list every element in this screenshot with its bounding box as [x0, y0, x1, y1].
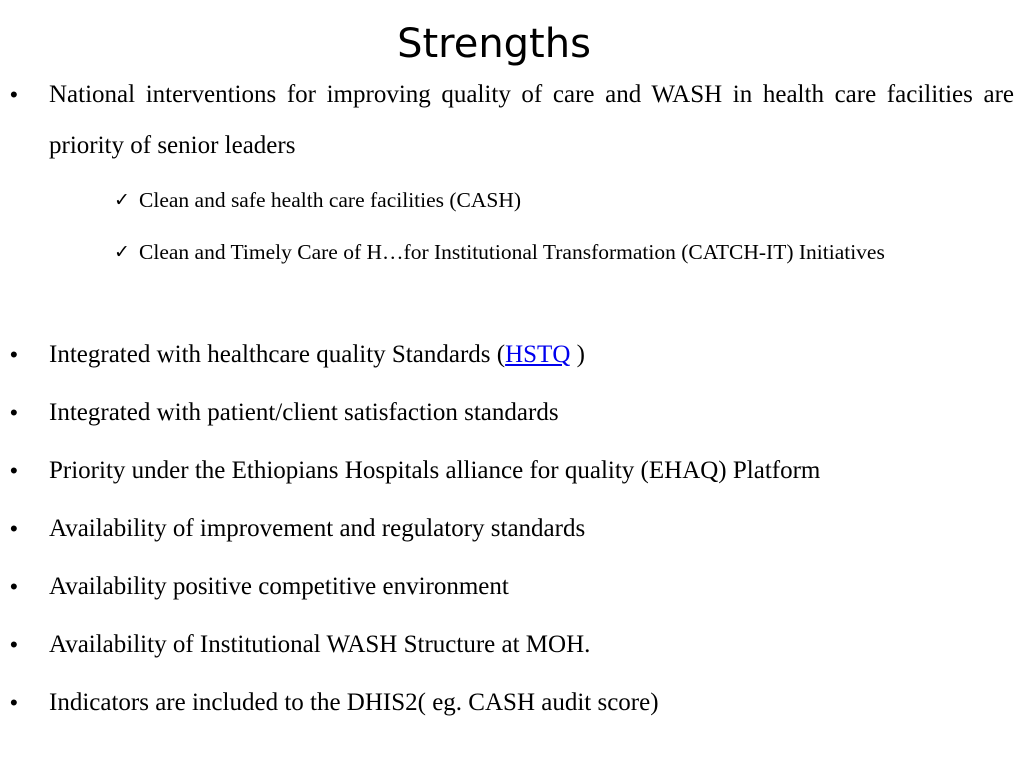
bullet-text: Integrated with patient/client satisfaction standards [49, 399, 559, 426]
bullet-text-before: Integrated with healthcare quality Standards ( [49, 341, 506, 368]
bullet-text [49, 329, 1014, 380]
checkmark-icon: ✓ [114, 189, 130, 211]
bullet-icon: • [10, 458, 18, 483]
bullet-icon: • [10, 632, 18, 657]
bullet-icon: • [10, 82, 18, 107]
bullet-text: Availability of improvement and regulatory standards [49, 515, 586, 542]
checkmark-icon: ✓ [114, 241, 130, 263]
bullet-icon: • [10, 342, 18, 367]
bullet-text: Availability positive competitive environment [49, 573, 509, 600]
slide-title: Strengths [397, 21, 591, 67]
sub-bullet-text: Clean and safe health care facilities (CASH) [139, 188, 522, 212]
bullet-icon: • [10, 400, 18, 425]
bullet-icon: • [10, 574, 18, 599]
bullet-text: Indicators are included to the DHIS2( eg. CASH audit score) [49, 689, 659, 716]
bullet-icon: • [10, 516, 18, 541]
bullet-text: National interventions for improving quality of care and WASH in health care facilities are priority of senior leaders [49, 81, 1014, 159]
bullet-text: Priority under the Ethiopians Hospitals alliance for quality (EHAQ) Platform [49, 457, 821, 484]
bullet-text: Availability of Institutional WASH Structure at MOH. [49, 631, 591, 658]
hstq-link[interactable]: HSTQ [505, 341, 571, 368]
bullet-icon: • [10, 690, 18, 715]
sub-bullet-text: Clean and Timely Care of H…for Institutional Transformation (CATCH-IT) Initiatives [139, 240, 885, 264]
bullet-text-after: ) [570, 341, 585, 368]
